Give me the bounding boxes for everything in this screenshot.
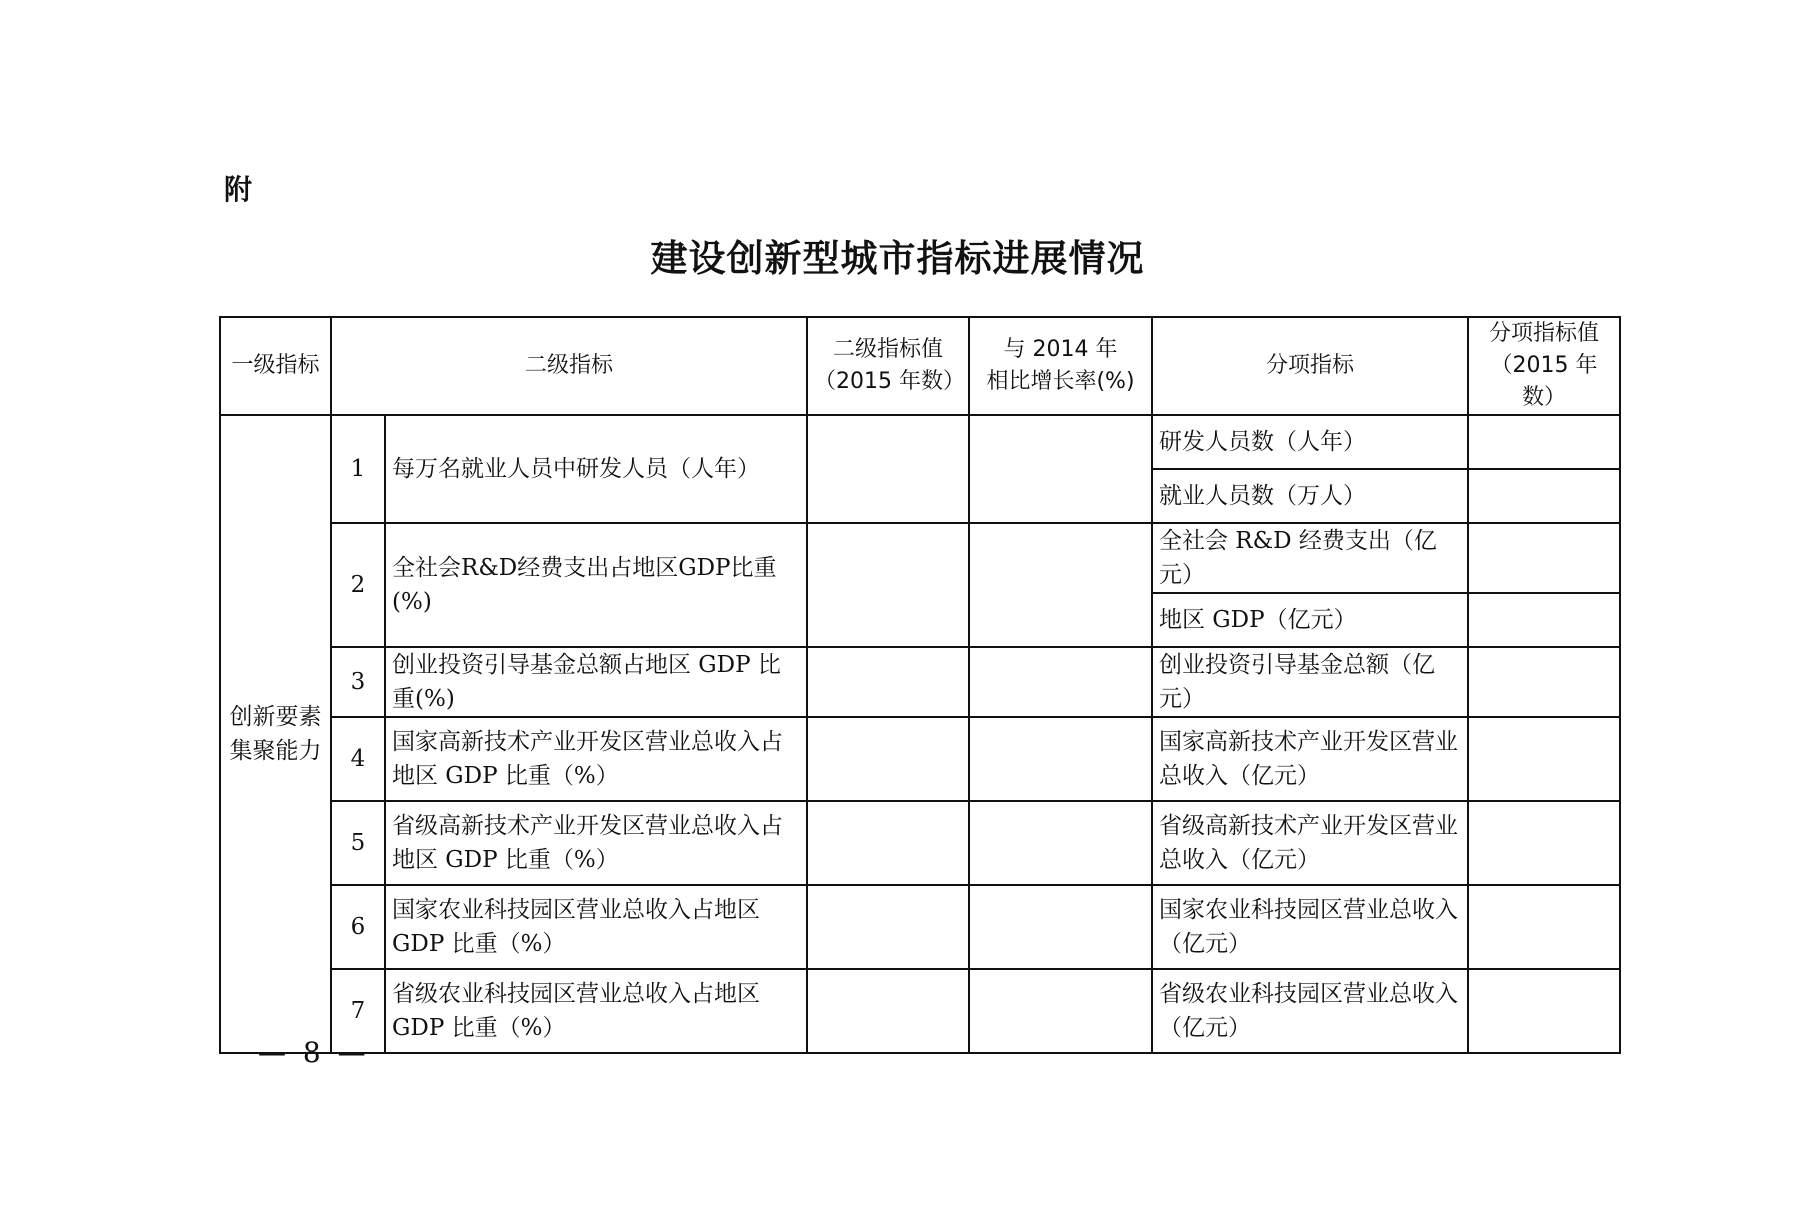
sub-indicator: 地区 GDP（亿元） [1152,593,1468,647]
sub-value-cell [1468,647,1620,717]
sub-indicator: 省级农业科技园区营业总收入（亿元） [1152,969,1468,1053]
sub-value-cell [1468,969,1620,1053]
level2-indicator: 国家高新技术产业开发区营业总收入占地区 GDP 比重（%） [385,717,807,801]
table-row [220,647,1620,717]
sub-indicator: 全社会 R&D 经费支出（亿元） [1152,523,1468,593]
table-row [220,801,1620,885]
growth-rate-cell [969,969,1152,1053]
header-sub-value-line2: （2015 年数） [1490,353,1598,410]
sub-indicator: 国家高新技术产业开发区营业总收入（亿元） [1152,717,1468,801]
sub-value-cell [1468,801,1620,885]
sub-value-cell [1468,523,1620,593]
header-sub-value [1468,317,1620,415]
row-number: 7 [331,969,385,1053]
table-row [220,885,1620,969]
row-number: 1 [331,415,385,523]
row-number: 3 [331,647,385,717]
header-growth-rate [969,317,1152,415]
header-sub-value-line1: 分项指标值 [1488,321,1599,346]
sub-value-cell [1468,717,1620,801]
table-row [220,415,1620,469]
header-level2-value-line1: 二级指标值 [832,337,943,362]
level2-indicator: 创业投资引导基金总额占地区 GDP 比重(%) [385,647,807,717]
level2-value-cell [807,717,969,801]
level1-indicator [220,415,331,1053]
header-level2: 二级指标 [331,317,807,415]
sub-indicator: 创业投资引导基金总额（亿元） [1152,647,1468,717]
header-growth-rate-line1: 与 2014 年 [1003,337,1118,362]
table-header-row [220,317,1620,415]
level2-value-cell [807,523,969,647]
level2-value-cell [807,647,969,717]
page-title: 建设创新型城市指标进展情况 [650,237,1145,280]
table-row [220,969,1620,1053]
level1-indicator-line1: 创新要素 [229,704,322,730]
header-level1: 一级指标 [220,317,331,415]
growth-rate-cell [969,523,1152,647]
level2-indicator: 省级高新技术产业开发区营业总收入占地区 GDP 比重（%） [385,801,807,885]
level2-indicator: 省级农业科技园区营业总收入占地区 GDP 比重（%） [385,969,807,1053]
sub-value-cell [1468,415,1620,469]
growth-rate-cell [969,717,1152,801]
level2-value-cell [807,885,969,969]
level2-value-cell [807,801,969,885]
sub-value-cell [1468,885,1620,969]
header-level2-value-line2: （2015 年数） [814,369,965,394]
appendix-label: 附 [224,173,253,206]
level2-indicator: 国家农业科技园区营业总收入占地区 GDP 比重（%） [385,885,807,969]
growth-rate-cell [969,647,1152,717]
growth-rate-cell [969,415,1152,523]
sub-indicator: 就业人员数（万人） [1152,469,1468,523]
row-number: 4 [331,717,385,801]
growth-rate-cell [969,801,1152,885]
header-growth-rate-line2: 相比增长率(%) [986,369,1135,394]
sub-indicator: 国家农业科技园区营业总收入（亿元） [1152,885,1468,969]
page-number: — 8 — [258,1036,370,1069]
level2-indicator: 每万名就业人员中研发人员（人年） [385,415,807,523]
indicator-table [219,316,1621,1054]
sub-value-cell [1468,469,1620,523]
level2-value-cell [807,969,969,1053]
row-number: 2 [331,523,385,647]
level2-value-cell [807,415,969,523]
level1-indicator-line2: 集聚能力 [229,738,322,764]
level2-indicator: 全社会R&D经费支出占地区GDP比重(%) [385,523,807,647]
row-number: 5 [331,801,385,885]
sub-indicator: 研发人员数（人年） [1152,415,1468,469]
header-level2-value [807,317,969,415]
table-row [220,523,1620,593]
sub-indicator: 省级高新技术产业开发区营业总收入（亿元） [1152,801,1468,885]
table-row [220,717,1620,801]
header-sub-indicator: 分项指标 [1152,317,1468,415]
row-number: 6 [331,885,385,969]
sub-value-cell [1468,593,1620,647]
growth-rate-cell [969,885,1152,969]
